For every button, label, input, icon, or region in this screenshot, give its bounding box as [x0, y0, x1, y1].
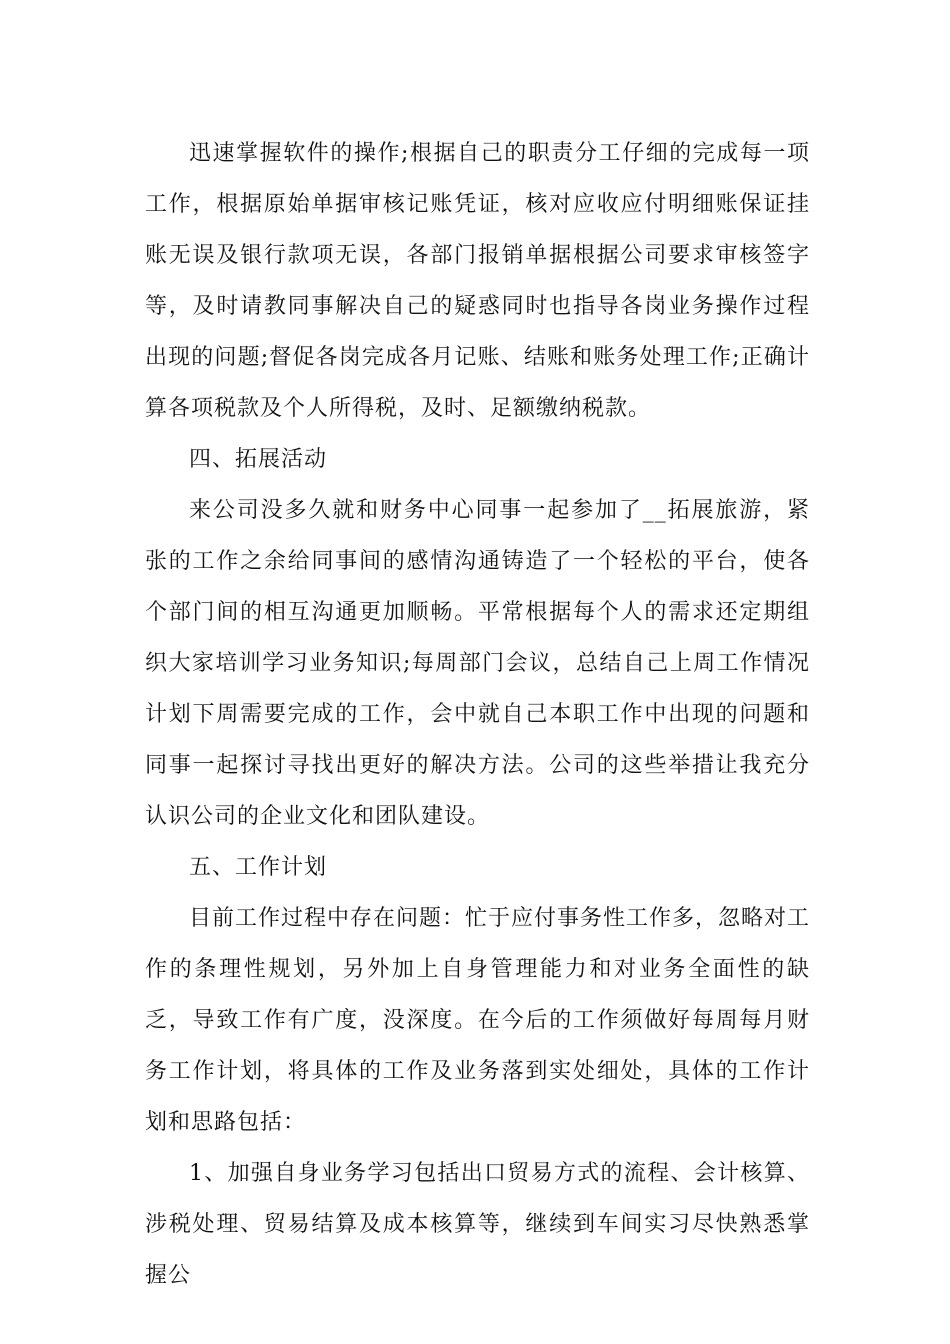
paragraph-plan-item-1: 1、加强自身业务学习包括出口贸易方式的流程、会计核算、涉税处理、贸易结算及成本核算等，继续到车间实习尽快熟悉掌握公	[145, 1161, 810, 1288]
paragraph-work-plan: 目前工作过程中存在问题：忙于应付事务性工作多，忽略对工作的条理性规划，另外加上自身管理能力和对业务全面性的缺乏，导致工作有广度，没深度。在今后的工作须做好每周每月财务工作计划，将具体的工作及业务落到实处细处，具体的工作计划和思路包括：	[145, 906, 811, 1135]
paragraph-work-duties: 迅速掌握软件的操作;根据自己的职责分工仔细的完成每一项工作，根据原始单据审核记账凭证，核对应收应付明细账保证挂账无误及银行款项无误，各部门报销单据根据公司要求审核签字等，及时请教同事解决自己的疑惑同时也指导各岗业务操作过程出现的问题;督促各岗完成各月记账、结账和账务处理工作;正确计算各项税款及个人所得税，及时、足额缴纳税款。	[145, 141, 810, 421]
section-heading-expansion-activities: 四、拓展活动	[189, 447, 328, 472]
document-body	[145, 128, 810, 1301]
paragraph-expansion-activities: 来公司没多久就和财务中心同事一起参加了__拓展旅游，紧张的工作之余给同事间的感情沟通铸造了一个轻松的平台，使各个部门间的相互沟通更加顺畅。平常根据每个人的需求还定期组织大家培训学习业务知识;每周部门会议，总结自己上周工作情况计划下周需要完成的工作，会中就自己本职工作中出现的问题和同事一起探讨寻找出更好的解决方法。公司的这些举措让我充分认识公司的企业文化和团队建设。	[145, 498, 810, 829]
section-heading-work-plan: 五、工作计划	[189, 855, 328, 880]
